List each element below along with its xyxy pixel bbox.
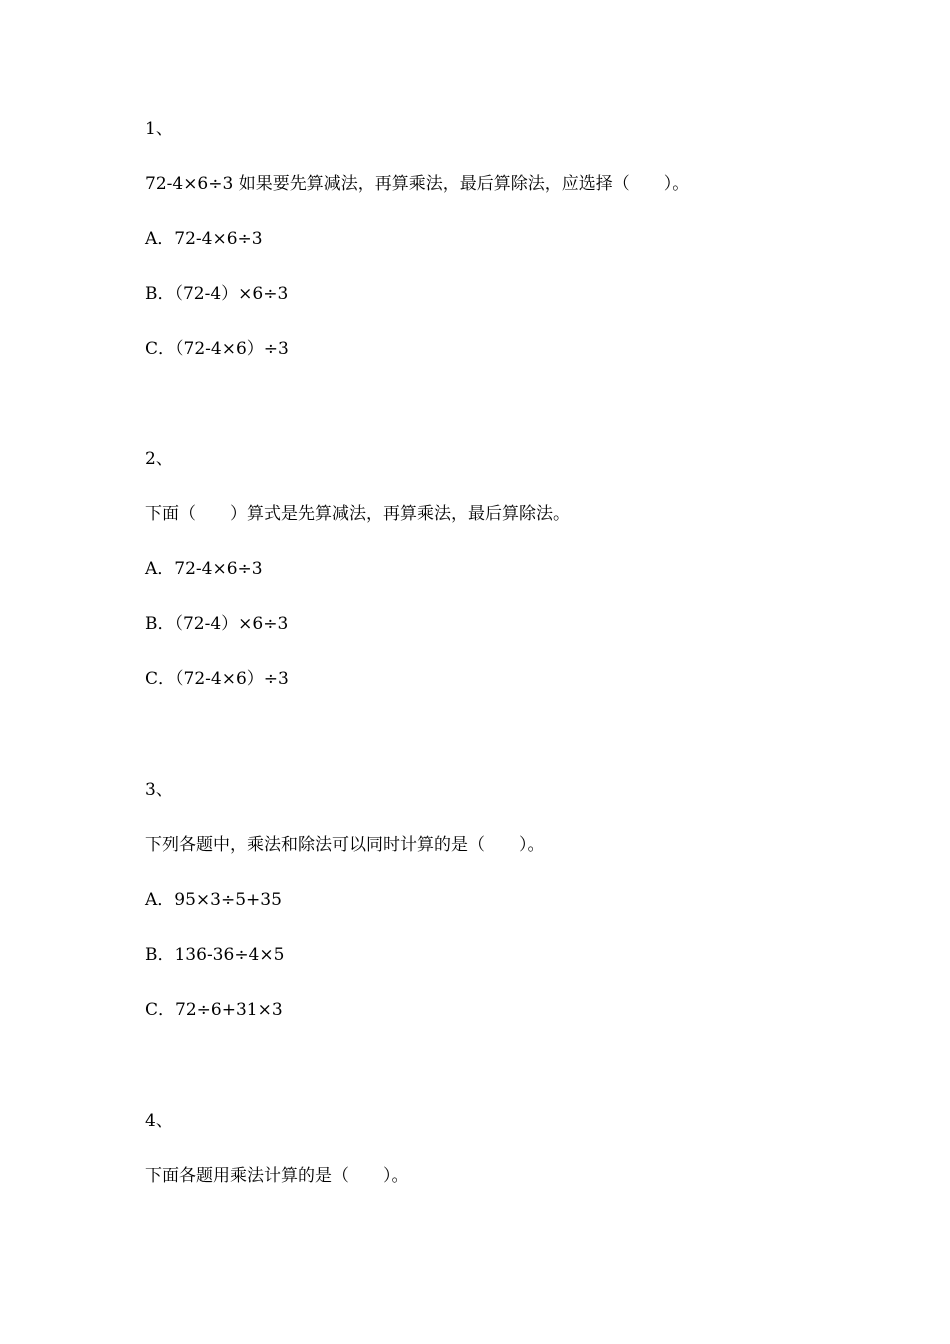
- option-b: B．136-36÷4×5: [145, 945, 285, 965]
- option-b: B．（72-4）×6÷3: [145, 284, 289, 304]
- option-a: A．72-4×6÷3: [145, 229, 263, 249]
- option-a: A．72-4×6÷3: [145, 559, 263, 579]
- question-number: 4、: [145, 1111, 173, 1131]
- question-number: 1、: [145, 119, 173, 139]
- option-c: C．72÷6+31×3: [145, 1000, 283, 1020]
- option-a: A．95×3÷5+35: [145, 890, 282, 910]
- question-stem: 72-4×6÷3 如果要先算减法，再算乘法，最后算除法，应选择（ ）。: [145, 174, 690, 194]
- question-stem: 下面各题用乘法计算的是（ ）。: [145, 1166, 409, 1186]
- option-b: B．（72-4）×6÷3: [145, 614, 289, 634]
- option-c: C．（72-4×6）÷3: [145, 339, 289, 359]
- question-stem: 下列各题中，乘法和除法可以同时计算的是（ ）。: [145, 835, 545, 855]
- question-stem: 下面（ ）算式是先算减法，再算乘法，最后算除法。: [145, 504, 570, 524]
- question-number: 3、: [145, 780, 173, 800]
- option-c: C．（72-4×6）÷3: [145, 669, 289, 689]
- question-number: 2、: [145, 449, 173, 469]
